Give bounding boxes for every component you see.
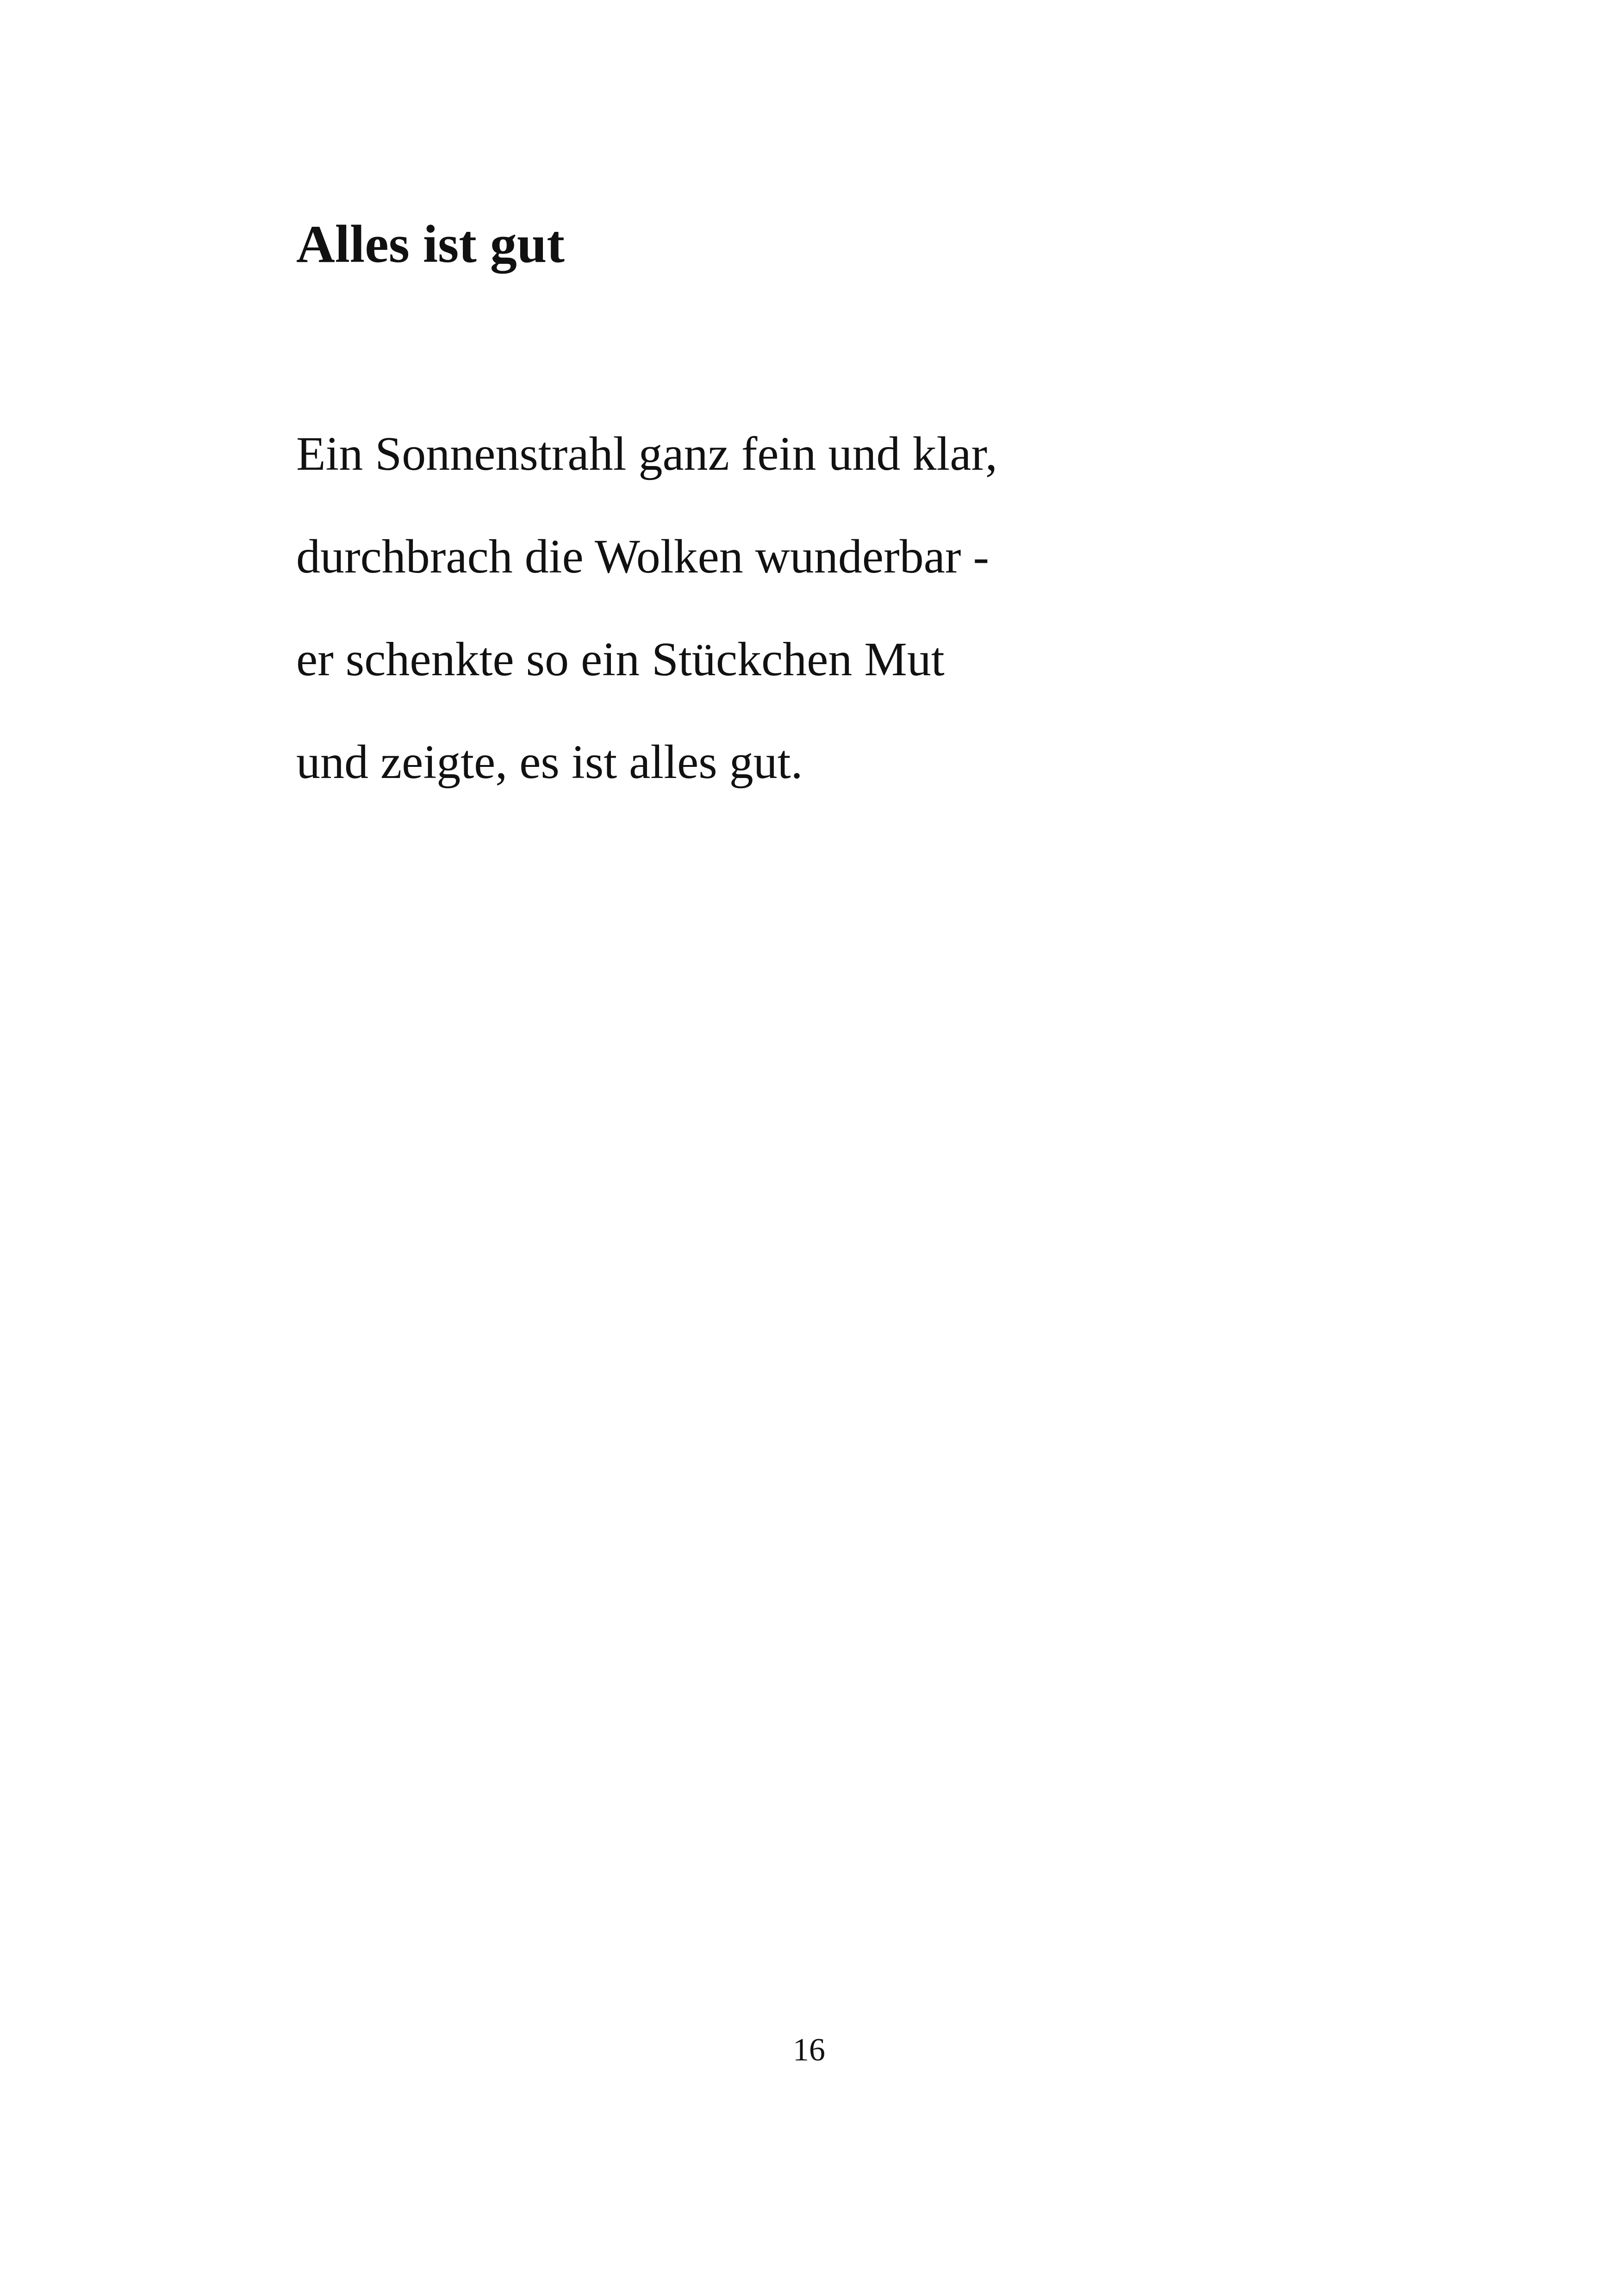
poem-body [296, 403, 997, 814]
poem-line-4: und zeigte, es ist alles gut. [296, 735, 803, 789]
page-number: 16 [793, 2032, 825, 2068]
poem-line-1: Ein Sonnenstrahl ganz fein und klar, [296, 427, 998, 480]
poem-title: Alles ist gut [296, 215, 565, 274]
poem-line-3: er schenkte so ein Stückchen Mut [296, 633, 945, 686]
poem-line-2: durchbrach die Wolken wunderbar - [296, 530, 989, 583]
